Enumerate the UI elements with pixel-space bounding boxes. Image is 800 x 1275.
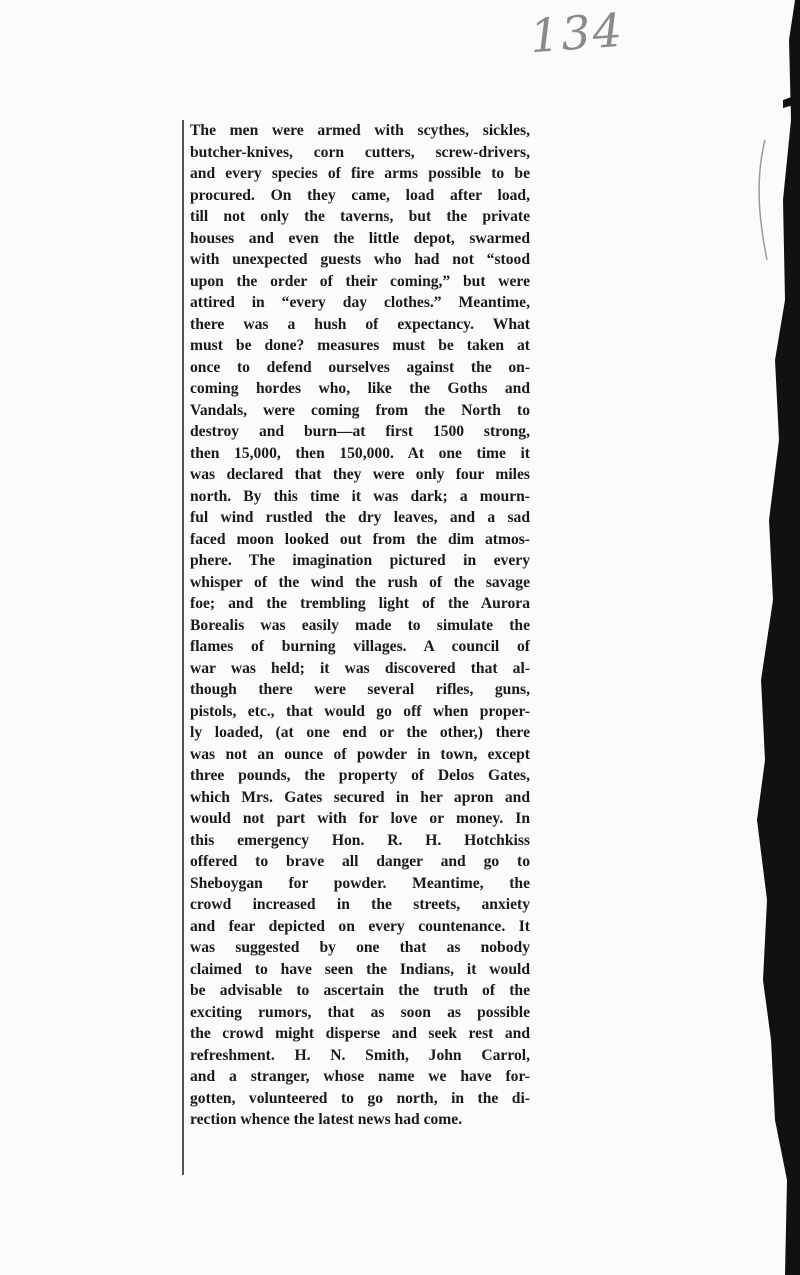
article-line: and a stranger, whose name we have for- — [190, 1068, 530, 1085]
article-line: then 15,000, then 150,000. At one time it — [190, 444, 530, 462]
article-line: be advisable to ascertain the truth of the — [190, 982, 530, 999]
scanned-page-edge — [745, 0, 800, 1275]
article-line: war was held; it was discovered that al- — [190, 659, 530, 677]
article-line: till not only the taverns, but the private — [190, 208, 530, 225]
article-line: and every species of fire arms possible to be — [190, 165, 530, 182]
article-line: offered to brave all danger and go to — [190, 853, 530, 870]
article-line: gotten, volunteered to go north, in the di- — [190, 1089, 530, 1107]
page-number: 134 — [528, 2, 626, 64]
article-line: exciting rumors, that as soon as possible — [190, 1003, 530, 1021]
article-line: Borealis was easily made to simulate the — [190, 616, 530, 634]
article-text — [190, 120, 530, 1131]
article-line: Sheboygan for powder. Meantime, the — [190, 874, 530, 892]
article-line: whisper of the wind the rush of the savage — [190, 573, 530, 591]
article-line: The men were armed with scythes, sickles, — [190, 122, 530, 139]
clipping-border — [182, 120, 184, 1175]
article-line: three pounds, the property of Delos Gates, — [190, 767, 530, 784]
article-line: though there were several rifles, guns, — [190, 681, 530, 698]
article-line: flames of burning villages. A council of — [190, 638, 530, 655]
article-line: destroy and burn—at first 1500 strong, — [190, 423, 530, 440]
article-line: procured. On they came, load after load, — [190, 186, 530, 204]
article-line: north. By this time it was dark; a mourn- — [190, 487, 530, 505]
article-line: crowd increased in the streets, anxiety — [190, 896, 530, 913]
article-line: which Mrs. Gates secured in her apron and — [190, 788, 530, 806]
article-line: with unexpected guests who had not “stood — [190, 251, 530, 268]
article-line: phere. The imagination pictured in every — [190, 552, 530, 569]
article-line: would not part with for love or money. In — [190, 810, 530, 827]
article-line: faced moon looked out from the dim atmos- — [190, 530, 530, 548]
article-line: was not an ounce of powder in town, except — [190, 745, 530, 763]
article-line: once to defend ourselves against the on- — [190, 358, 530, 376]
article-line: the crowd might disperse and seek rest and — [190, 1025, 530, 1042]
article-line: butcher-knives, corn cutters, screw-drivers, — [190, 143, 530, 161]
article-line: upon the order of their coming,” but were — [190, 272, 530, 290]
article-line: was suggested by one that as nobody — [190, 939, 530, 956]
article-line: rection whence the latest news had come. — [190, 1111, 463, 1128]
article-line: and fear depicted on every countenance. It — [190, 917, 530, 935]
article-line: claimed to have seen the Indians, it would — [190, 960, 530, 978]
article-line: there was a hush of expectancy. What — [190, 315, 530, 333]
article-line: was declared that they were only four miles — [190, 466, 530, 483]
article-line: foe; and the trembling light of the Aurora — [190, 595, 530, 612]
article-line: ful wind rustled the dry leaves, and a sad — [190, 509, 530, 526]
article-line: attired in “every day clothes.” Meantime, — [190, 294, 530, 311]
article-line: Vandals, were coming from the North to — [190, 401, 530, 419]
article-line: ly loaded, (at one end or the other,) there — [190, 724, 530, 741]
article-line: this emergency Hon. R. H. Hotchkiss — [190, 831, 530, 849]
article-line: coming hordes who, like the Goths and — [190, 380, 530, 397]
article-line: pistols, etc., that would go off when proper- — [190, 702, 530, 720]
article-line: refreshment. H. N. Smith, John Carrol, — [190, 1046, 530, 1064]
article-line: must be done? measures must be taken at — [190, 337, 530, 354]
article-line: houses and even the little depot, swarmed — [190, 229, 530, 247]
